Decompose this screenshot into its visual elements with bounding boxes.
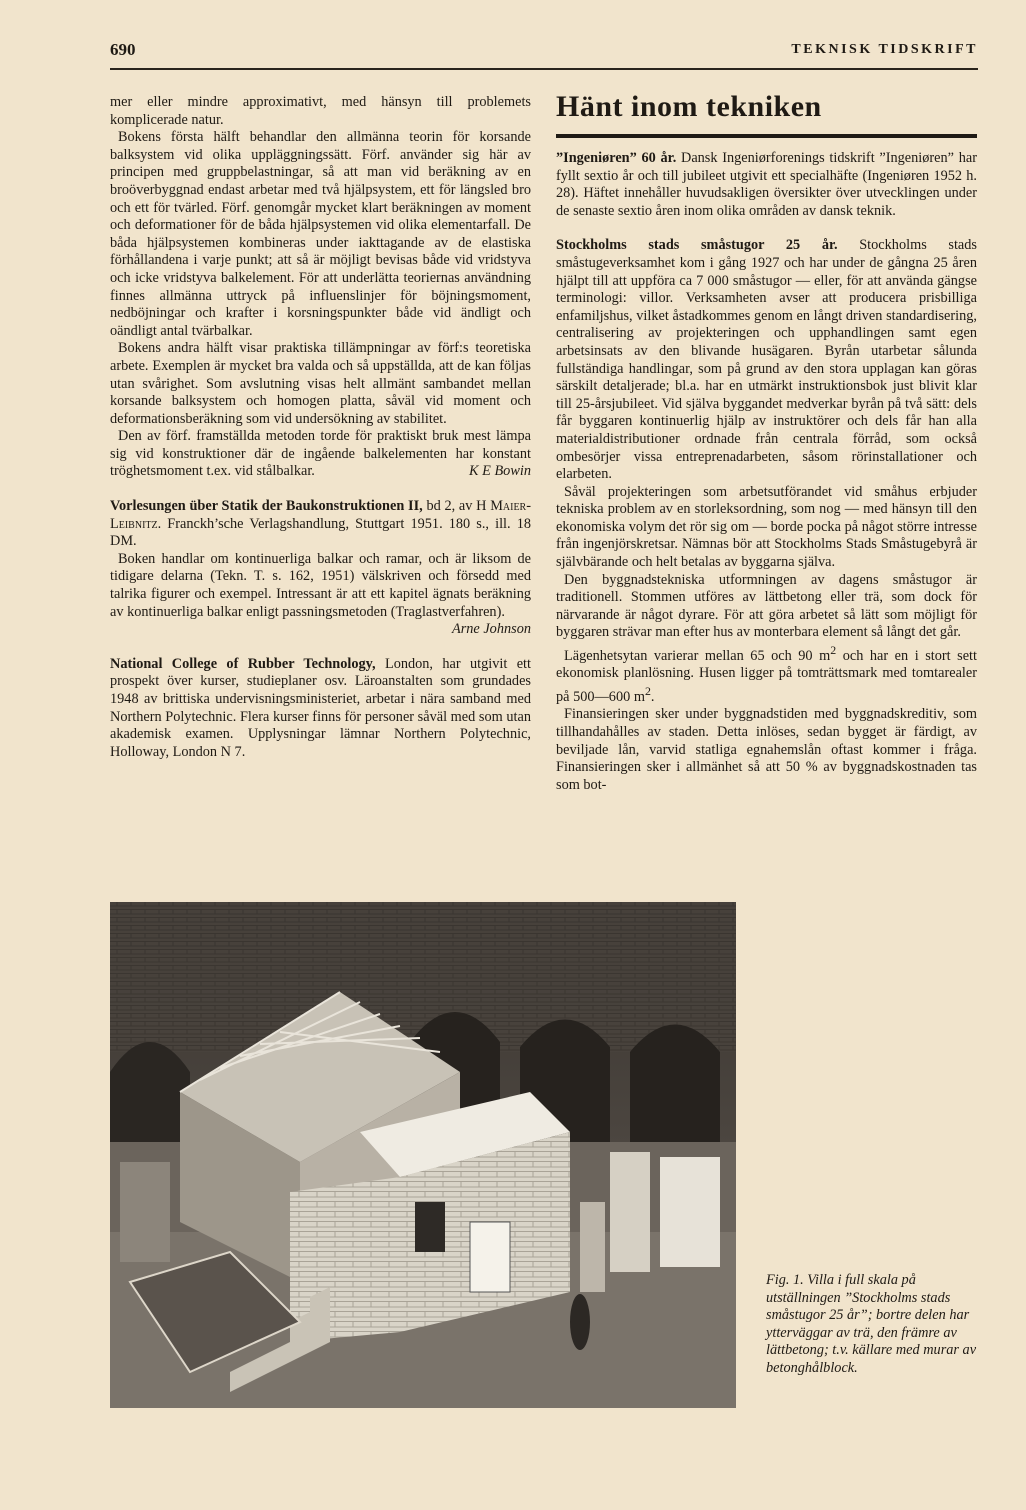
news-ingenioren-text: Dansk Ingeniørforenings tidskrift ”Ingeniøren” har fyllt sextio år och till jubileet utgivit ett specialhäfte (Ingeniøren 1952 h. 28). Häftet innehåller huvudsakligen översikter över utvecklingen under de senaste sextio åren inom olika områden av dansk teknik. [556,150,977,219]
left-column [110,94,531,761]
review-paragraph-4 [110,428,531,481]
college-title: National College of Rubber Technology, [110,655,376,672]
review-paragraph-1: mer eller mindre approximativt, med hänsyn till problemets komplicerade natur. [110,94,531,128]
book-entry-2 [110,498,531,551]
section-title: Hänt inom tekniken [556,90,822,123]
page-number: 690 [110,40,136,59]
college-entry [110,656,531,762]
news-paragraph-a: Såväl projekteringen som arbetsutförandet vid småhus erbjuder tekniska problem av en storleksordning, som nog — med hänsyn till den ekonomiska volym det rör sig om — borde pocka på något större intresse från ingenjörskretsar. Nämnas bör att Stockholms Stads Småstugebyrå är självbärande och helt betalas av byggarna själva. [556,483,977,571]
header-rule [110,68,978,70]
review-paragraph-5: Boken handlar om kontinuerliga balkar och ramar, och är liksom de tidigare delarna (Tekn. T. s. 162, 1951) välskriven och försedd med talrika figurer och exempel. Intressant är att ett kapitel ägnats beräkning av kontinuerliga balkar enligt passningsmetoden (Traglastverfahren). [110,550,531,620]
news-smastugor-text: Stockholms stads småstugeverksamhet kom i gång 1927 och har under de gångna 25 åren hjälpt till att uppföra ca 7 000 småstugor — eller, för att använda gängse terminologi: villor. Verksamheten avser att producera prisbilliga enfamiljshus, vilket åstadkommes genom en långt driven standardisering, centralisering av projekteringen och upphandlingen samt egen arbetsinsats av den blivande husägaren. Byrån utarbetar sålunda fullständiga handlingar, som på grund av den stora upplagan kan göras särskilt detaljerade; bl.a. har en utmärkt instruktionsbok just blivit klar till 25-årsjubileet. Vid själva byggandet medverkar byrån på två sätt: dels får byggaren kontinuerlig hjälp av instruktörer och dels får han alla materialdistributioner ordnade från centrala förråd, som också ombesörjer vissa entreprenadarbeten, såsom rörinstallationer och elarbeten. [556,237,977,483]
news-paragraph-c2: och har en i stort sett ekonomisk planlösning. Husen ligger på tomträttsmark med tomtarealer på 500—600 m [556,647,977,705]
news-smastugor [556,237,977,483]
review-paragraph-4-text: Den av förf. framställda metoden torde för praktiskt bruk mest lämpa sig vid konstruktioner där de ingående balkelementen har konstant tröghetsmoment t.ex. vid stålbalkar. [110,428,531,480]
spacer [556,220,977,237]
review-paragraph-2: Bokens första hälft behandlar den allmänna teorin för korsande balksystem vid olika uppläggningssätt. Förf. använder sig här av principen med gruppbelastningar, så att man vid beräkning av en broöverbyggnad endast arbetar med två hjälpsystem, ett för längsled bro och ett för tvärled. Förf. genomgår mycket klart beräkningen av moment och deformationer för de båda hjälpsystemen vid olika elementarfall. De båda hjälpsystemen kombineras under iakttagande av de elastiska förhållandena i varje punkt; att så är möjligt bevisas både vid vridstyva och icke vridstyva balkelement. För att underlätta teoriernas användning finnes allmänna uttryck på influenslinjer för böjningsmoment, nedböjningar och krafter i korsningspunkter både vid ändligt och oändligt antal tvärbalkar. [110,129,531,339]
exhibition-photo [110,902,736,1408]
spacer [110,481,531,498]
news-smastugor-title: Stockholms stads småstugor 25 år. [556,237,838,254]
news-paragraph-b: Den byggnadstekniska utformningen av dagens småstugor är traditionell. Stommen utföres av lättbetong eller trä, som dock för närvarande är något dyrare. För att göra arbetet så lätt som möjligt för byggaren strävar man efter hus av monterbara element så långt det går. [556,571,977,641]
superscript-2a: 2 [830,643,837,658]
section-title-rule [556,134,977,138]
right-column [556,90,977,794]
news-paragraph-c3: . [650,688,655,705]
book-meta-2b: . Franckh’sche Verlagshandlung, Stuttgart 1951. 180 s., ill. 18 DM. [110,515,531,550]
figure-caption: Fig. 1. Villa i full skala på utställningen ”Stockholms stads småstugor 25 år”; bortre delen har ytterväggar av trä, den främre av lättbetong; t.v. källare med murar av betonghålblock. [766,1272,977,1376]
superscript-2b: 2 [644,683,651,698]
book-title-2: Vorlesungen über Statik der Baukonstruktionen II, [110,498,423,515]
book-author-2: Maier-Leibnitz [110,498,531,532]
news-paragraph-c [556,642,977,706]
news-paragraph-c1: Lägenhetsytan varierar mellan 65 och 90 m [564,647,831,664]
news-ingenioren-title: ”Ingeniøren” 60 år. [556,150,677,166]
review-signature-1: K E Bowin [469,463,531,480]
news-ingenioren [556,150,977,220]
college-text: London, har utgivit ett prospekt över kurser, studieplaner osv. Läroanstalten som grundades 1948 av brittiska undervisningsministeriet, arbetar i nära samband med Northern Polytechnic. Flera kurser finns för personer såväl med som utan akademisk examen. Upplysningar lämnar Northern Polytechnic, Holloway, London N 7. [110,655,531,760]
running-head: TEKNISK TIDSKRIFT [791,42,978,57]
spacer [110,639,531,656]
review-signature-2: Arne Johnson [451,621,531,638]
exhibition-photo-drawing [110,902,736,1408]
news-paragraph-d: Finansieringen sker under byggnadstiden med byggnadskreditiv, som tillhandahålles av staden. Detta inlöses, sedan bygget är färdigt, av beviljade lån, varvid statliga egnahemslån oftast kommer i fråga. Finansieringen sker i allmänhet så att 50 % av byggnadskostnaden tas som bot- [556,706,977,793]
book-meta-2a: bd 2, av H [422,498,491,515]
review-paragraph-3: Bokens andra hälft visar praktiska tillämpningar av förf:s teoretiska arbete. Exemplen är mycket bra valda och så uppställda, att de kan följas utan svårighet. Som avslutning visas helt allmänt sambandet mellan korsande balksystem och homogen platta, såväl vid moment och deformationsberäkning som vid undersökning av stabilitet. [110,340,531,427]
